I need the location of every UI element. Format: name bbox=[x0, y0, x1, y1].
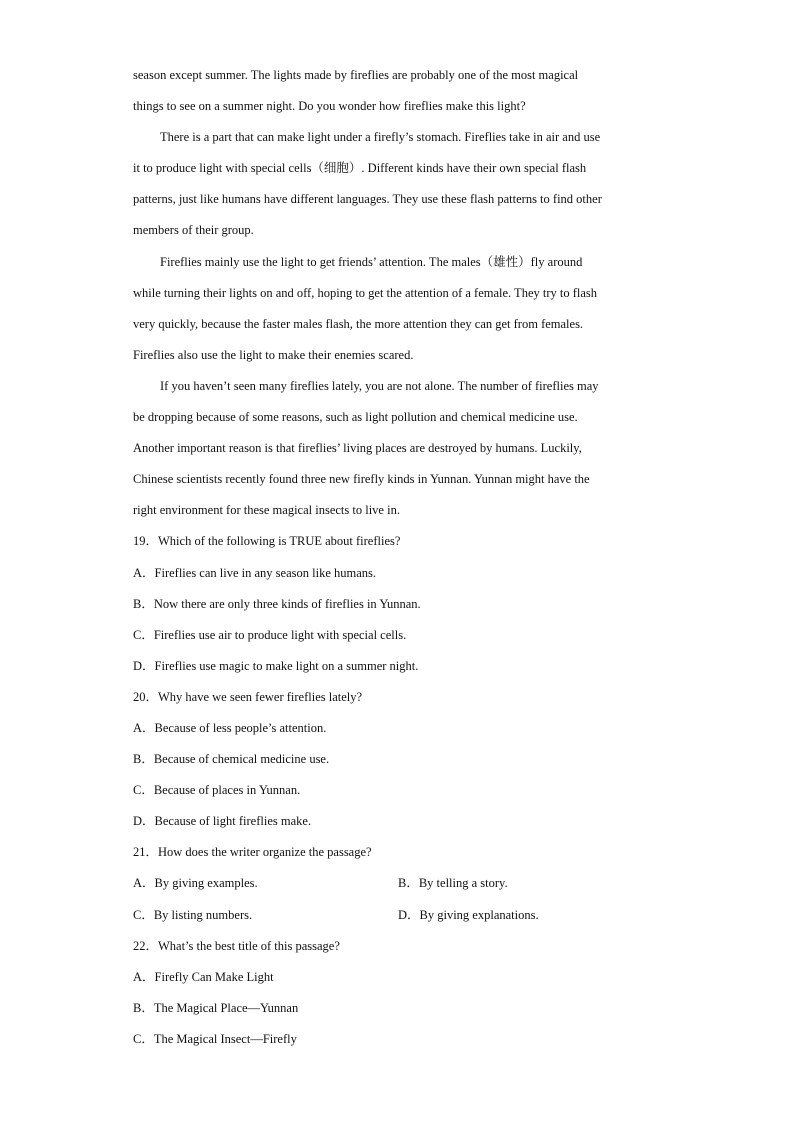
page-content bbox=[133, 60, 663, 1055]
question-20 bbox=[133, 682, 663, 837]
text-line: Fireflies also use the light to make their enemies scared. bbox=[133, 347, 414, 362]
option-d: D．Fireflies use magic to make light on a summer night. bbox=[133, 658, 419, 673]
text-line: while turning their lights on and off, hoping to get the attention of a female. They try to flash bbox=[133, 285, 598, 300]
option-d: D．Because of light fireflies make. bbox=[133, 814, 312, 829]
option-a: A．Fireflies can live in any season like humans. bbox=[133, 565, 376, 580]
option-c: C．Because of places in Yunnan. bbox=[133, 783, 301, 798]
text-line: Fireflies mainly use the light to get friends’ attention. The males（雄性）fly around bbox=[160, 254, 583, 269]
question-21 bbox=[133, 837, 663, 930]
text-line: Another important reason is that fireflies’ living places are destroyed by humans. Luckily, bbox=[133, 441, 582, 456]
passage-paragraph-2 bbox=[133, 122, 663, 246]
question-stem: 21．How does the writer organize the passage? bbox=[133, 845, 372, 860]
text-line: things to see on a summer night. Do you wonder how fireflies make this light? bbox=[133, 99, 526, 114]
question-stem: 20．Why have we seen fewer fireflies lately? bbox=[133, 689, 363, 704]
question-stem: 22．What’s the best title of this passage? bbox=[133, 938, 340, 953]
options-row bbox=[133, 868, 663, 899]
option-b: B．The Magical Place—Yunnan bbox=[133, 1000, 299, 1015]
option-a: A．Firefly Can Make Light bbox=[133, 969, 274, 984]
text-line: very quickly, because the faster males flash, the more attention they can get from females. bbox=[133, 316, 584, 331]
text-line: it to produce light with special cells（细胞）. Different kinds have their own special flash bbox=[133, 161, 587, 176]
options-row bbox=[133, 900, 663, 931]
text-line: If you haven’t seen many fireflies lately, you are not alone. The number of fireflies may bbox=[160, 378, 599, 393]
text-line: right environment for these magical insects to live in. bbox=[133, 503, 400, 518]
option-b: B．Because of chemical medicine use. bbox=[133, 752, 330, 767]
option-d: D．By giving explanations. bbox=[398, 907, 539, 922]
text-line: members of their group. bbox=[133, 223, 254, 238]
option-c: C．The Magical Insect—Firefly bbox=[133, 1031, 297, 1046]
option-b: B．By telling a story. bbox=[398, 876, 508, 891]
passage-paragraph-1 bbox=[133, 60, 663, 122]
question-19 bbox=[133, 526, 663, 681]
text-line: There is a part that can make light under a firefly’s stomach. Fireflies take in air and use bbox=[160, 130, 601, 145]
question-22 bbox=[133, 931, 663, 1055]
option-a: A．Because of less people’s attention. bbox=[133, 720, 327, 735]
text-line: patterns, just like humans have different languages. They use these flash patterns to find other bbox=[133, 192, 602, 207]
option-a: A．By giving examples. bbox=[133, 876, 258, 891]
option-c: C．By listing numbers. bbox=[133, 907, 253, 922]
option-b: B．Now there are only three kinds of fireflies in Yunnan. bbox=[133, 596, 421, 611]
option-c: C．Fireflies use air to produce light with special cells. bbox=[133, 627, 407, 642]
passage-paragraph-3 bbox=[133, 247, 663, 371]
question-stem: 19．Which of the following is TRUE about fireflies? bbox=[133, 534, 401, 549]
passage-paragraph-4 bbox=[133, 371, 663, 526]
text-line: be dropping because of some reasons, such as light pollution and chemical medicine use. bbox=[133, 410, 578, 425]
text-line: Chinese scientists recently found three new firefly kinds in Yunnan. Yunnan might have the bbox=[133, 472, 590, 487]
text-line: season except summer. The lights made by fireflies are probably one of the most magical bbox=[133, 68, 579, 82]
